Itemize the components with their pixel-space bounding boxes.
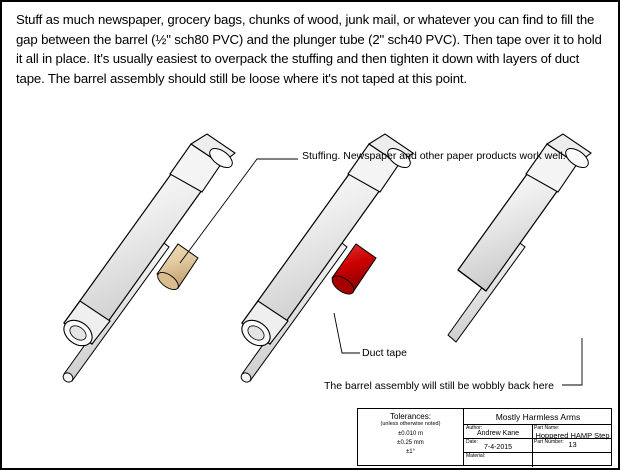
callout-wobbly: The barrel assembly will still be wobbly back here (324, 380, 554, 392)
date-value: 7-4-2015 (483, 444, 513, 451)
instruction-text: Stuff as much newspaper, grocery bags, chunks of wood, junk mail, or whatever you can find to fill the gap between the barrel (½" sch80 PVC) and the plunger tube (2" sch40 PVC). Then tape over it to hold it all in place. It's usually easiest to overpack the stuffing and then tighten it down with layers of duct tape. The barrel assembly should still be loose where it's not taped at this point. (16, 12, 602, 86)
plunger-tube-right (458, 170, 558, 291)
tolerance-line: ±1° (405, 449, 416, 455)
company-name: Mostly Harmless Arms (495, 412, 581, 422)
assembly-right (448, 134, 592, 342)
part-name-value: Hoppered HAMP Step 13 (535, 431, 610, 449)
tolerances-section (358, 409, 463, 465)
tolerances-title: Tolerances: (390, 412, 431, 421)
title-block-info (464, 409, 612, 465)
date-label: Date: (466, 439, 478, 445)
divider (464, 452, 612, 453)
callout-duct-tape: Duct tape (362, 347, 407, 359)
title-block (357, 408, 612, 466)
author-value: Andrew Kane (476, 430, 520, 437)
tolerances-subtitle: (unless otherwise noted) (380, 421, 441, 427)
author-label: Author: (466, 425, 483, 431)
material-label: Material: (466, 453, 486, 459)
callout-stuffing: Stuffing. Newspaper and other paper products work well. (302, 150, 566, 162)
part-number-label: Part Number: (534, 439, 564, 445)
assembly-left (59, 134, 236, 384)
tolerance-line: ±0.25 mm (397, 440, 424, 446)
part-name-label: Part Name: (534, 425, 560, 431)
tolerance-line: ±0.010 m (398, 431, 423, 437)
